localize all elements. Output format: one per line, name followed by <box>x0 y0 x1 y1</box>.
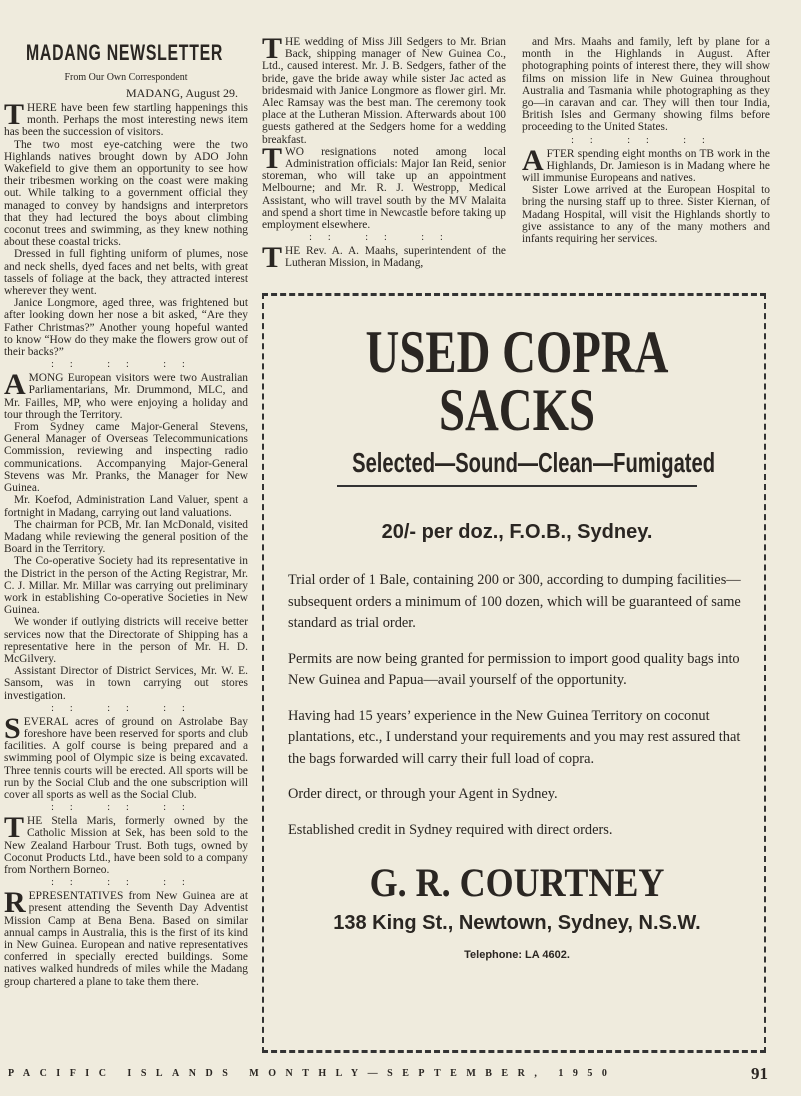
ad-paragraph: Established credit in Sydney required with direct orders. <box>288 821 613 838</box>
section-separator: :: :: :: <box>51 359 201 371</box>
section-separator: :: :: :: <box>51 802 201 814</box>
column-3 <box>522 36 770 288</box>
paragraph-text: The Co-operative Society had its representative in the District in the person of the Acting Registrar, Mr. C. J. Millar. Mr. Millar was carrying out preliminary work in establishing Co-operative Societies in New Guinea. <box>4 555 248 617</box>
article-paragraph <box>4 711 248 801</box>
article-paragraph <box>4 368 248 421</box>
ad-price: 20/- per doz., F.O.B., Sydney. <box>381 521 653 543</box>
article-paragraph <box>4 139 248 249</box>
byline: From Our Own Correspondent <box>64 72 188 83</box>
advertiser-telephone: Telephone: LA 4602. <box>464 949 570 961</box>
article-paragraph <box>4 886 248 988</box>
article-paragraph <box>4 494 248 518</box>
article-paragraph <box>262 141 506 232</box>
dateline: MADANG, August 29. <box>125 86 238 100</box>
column-1 <box>4 36 248 1061</box>
article-paragraph <box>4 616 248 665</box>
paragraph-text: Assistant Director of District Services, Mr. W. E. Sansom, was in town carrying out stores investigation. <box>4 665 248 702</box>
advertiser-address: 138 King St., Newtown, Sydney, N.S.W. <box>333 912 701 934</box>
article-paragraph <box>4 811 248 876</box>
paragraph-text: HE wedding of Miss Jill Sedgers to Mr. Brian Back, shipping manager of New Guinea Co., Ltd., caused interest. Mr. J. B. Sedgers, father of the bride, gave the bride away while sister Jac acted as bridesmaid with Janice Longmore as flower girl. Mr. Alec Ramsay was the best man. The ceremony took place at the Lutheran Mission. Afterwards about 100 guests gathered at the Sedgers home for a wedding breakfast. <box>262 36 506 146</box>
paragraph-text: Janice Longmore, aged three, was frightened but after looking down her nose a bit asked, “Are they Father Christmas?” Another young hopeful wanted to know “How do they make the flowers grow out of their backs?” <box>4 297 248 359</box>
paragraph-text: We wonder if outlying districts will receive better services now that the Directorate of Shipping has a representative here in the person of Mr. H. D. McGilvery. <box>4 616 248 665</box>
section-separator: :: :: :: <box>51 877 201 889</box>
paragraph-text: Mr. Koefod, Administration Land Valuer, spent a fortnight in Madang, carrying out land valuations. <box>4 494 248 519</box>
paragraph-text: From Sydney came Major-General Stevens, General Manager of Overseas Telecommunications Commission, reviewing and inspecting radio communications. Accompanying Major-General Stevens was Mr. Pranks, the Manager for New Guinea. <box>4 421 248 495</box>
drop-cap: S <box>4 711 21 745</box>
column-2 <box>262 36 506 288</box>
paragraph-text: EVERAL acres of ground on Astrolabe Bay foreshore have been reserved for sports and club facilities. A golf course is being prepared and a swimming pool of Olympic size is being excavated. Three tennis courts will be erected. All sports will be run by the Social Club and the one subscription will cover all sports as well as the Social Club. <box>4 715 248 801</box>
paragraph-text: HE Stella Maris, formerly owned by the Catholic Mission at Sek, has been sold to the New Zealand Harbour Trust. Both tugs, owned by Coconut Products Ltd., have been sold to a company from Northern Borneo. <box>4 815 248 876</box>
paragraph-text: The chairman for PCB, Mr. Ian McDonald, visited Madang while reviewing the general position of the Board in the Territory. <box>4 518 248 556</box>
section-separator: :: :: :: <box>309 232 459 244</box>
article-paragraph <box>4 555 248 616</box>
paragraph-text: HERE have been few startling happenings this month. Perhaps the most interesting news item has been the succession of visitors. <box>4 102 248 139</box>
copra-sacks-advertisement <box>262 293 766 1053</box>
paragraph-text: FTER spending eight months on TB work in the Highlands, Dr. Jamieson is in Madang where he will immunise Europeans and natives. <box>522 147 770 185</box>
section-separator: :: :: :: <box>571 134 721 146</box>
ad-paragraph: Having had 15 years’ experience in the New Guinea Territory on coconut plantations, etc., I understand your requirements and you may rest assured that the bags forwarded will carry their full load of copra. <box>288 707 741 767</box>
page-number: 91 <box>751 1064 768 1083</box>
article-paragraph <box>522 184 770 245</box>
ad-paragraph: Order direct, or through your Agent in Sydney. <box>288 786 558 802</box>
drop-cap: T <box>262 36 283 65</box>
ad-headline-2: SACKS <box>438 377 596 443</box>
drop-cap: A <box>522 143 544 177</box>
drop-cap: T <box>262 141 283 175</box>
article-paragraph <box>4 665 248 702</box>
section-separator: :: :: :: <box>51 702 201 714</box>
drop-cap: T <box>262 241 283 275</box>
paragraph-text: and Mrs. Maahs and family, left by plane for a month in the Highlands in August. After photographing points of interest there, they will show films on mission life in New Guinea throughout Australia and Tasmania while photographing as they go—in caravan and car. They will then tour India, British Isles and Germany showing films before proceeding to the United States. <box>522 36 770 134</box>
paragraph-text: HE Rev. A. A. Maahs, superintendent of the Lutheran Mission, in Madang, <box>285 245 506 270</box>
newsletter-title: MADANG NEWSLETTER <box>26 40 224 65</box>
article-paragraph <box>522 36 770 134</box>
ad-paragraph: Permits are now being granted for permission to import good quality bags into New Guinea and Papua—avail yourself of the opportunity. <box>288 650 740 688</box>
advertiser-name: G. R. COURTNEY <box>369 860 665 905</box>
ad-headline-1: USED COPRA <box>365 319 669 385</box>
paragraph-text: EPRESENTATIVES from New Guinea are at present attending the Seventh Day Adventist Mission Camp at Bena Bena. Based on similar annual camps in Australia, this is the first of its kind in New Guinea. European and native representatives conferred in specially erected buildings. Some natives walked hundreds of miles while the Madang group chartered a plane to take them there. <box>4 890 248 988</box>
footer-publication: PACIFIC ISLANDS MONTHLY—SEPTEMBER, 1950 <box>8 1068 617 1079</box>
paragraph-text: The two most eye-catching were the two Highlands natives brought down by ADO John Wakefield to give them an opportunity to see how their tribesmen working on the coast were making out. While talking to a government official they managed to convey by handsigns and interpretors that they had lectured the boys about climbing coconut trees and swimming, as they knew nothing about these coastal tricks. <box>4 138 248 249</box>
article-paragraph <box>522 143 770 185</box>
ad-paragraph: Trial order of 1 Bale, containing 200 or 300, according to dumping facilities—subsequent orders a minimum of 100 dozen, which will be guaranteed of same standard as trial order. <box>288 572 741 631</box>
article-paragraph <box>4 519 248 556</box>
paragraph-text: WO resignations noted among local Administration officials: Major Ian Reid, senior storeman, who will take up an appointment Melbourne; and Mr. R. J. Westropp, Medical Assistant, who will travel south by the MV Malaita and spend a short time in Newcastle before taking up employment elsewhere. <box>262 145 506 232</box>
article-paragraph <box>4 297 248 358</box>
drop-cap: A <box>4 368 26 402</box>
article-paragraph <box>4 248 248 297</box>
paragraph-text: Sister Lowe arrived at the European Hospital to bring the nursing staff up to three. Sister Kiernan, of Madang Hospital, will visit the Highlands shortly to give assistance to any of the many mothers and infants requiring her services. <box>522 184 770 246</box>
drop-cap: R <box>4 886 26 920</box>
drop-cap: T <box>4 98 25 131</box>
paragraph-text: Dressed in full fighting uniform of plumes, nose and neck shells, dyed faces and net belts, with great tassels of foliage at the back, they attracted interest wherever they went. <box>4 248 248 298</box>
article-paragraph <box>262 36 506 146</box>
paragraph-text: MONG European visitors were two Australian Parliamentarians, Mr. Drummond, MLC, and Mr. Failles, MP, who were enjoying a holiday and tour through the Territory. <box>4 372 248 421</box>
article-paragraph <box>4 421 248 494</box>
article-paragraph <box>4 98 248 139</box>
article-paragraph <box>262 241 506 275</box>
ad-rule <box>337 485 697 487</box>
ad-tagline: Selected—Sound—Clean—Fumigated <box>352 447 716 478</box>
drop-cap: T <box>4 811 25 845</box>
